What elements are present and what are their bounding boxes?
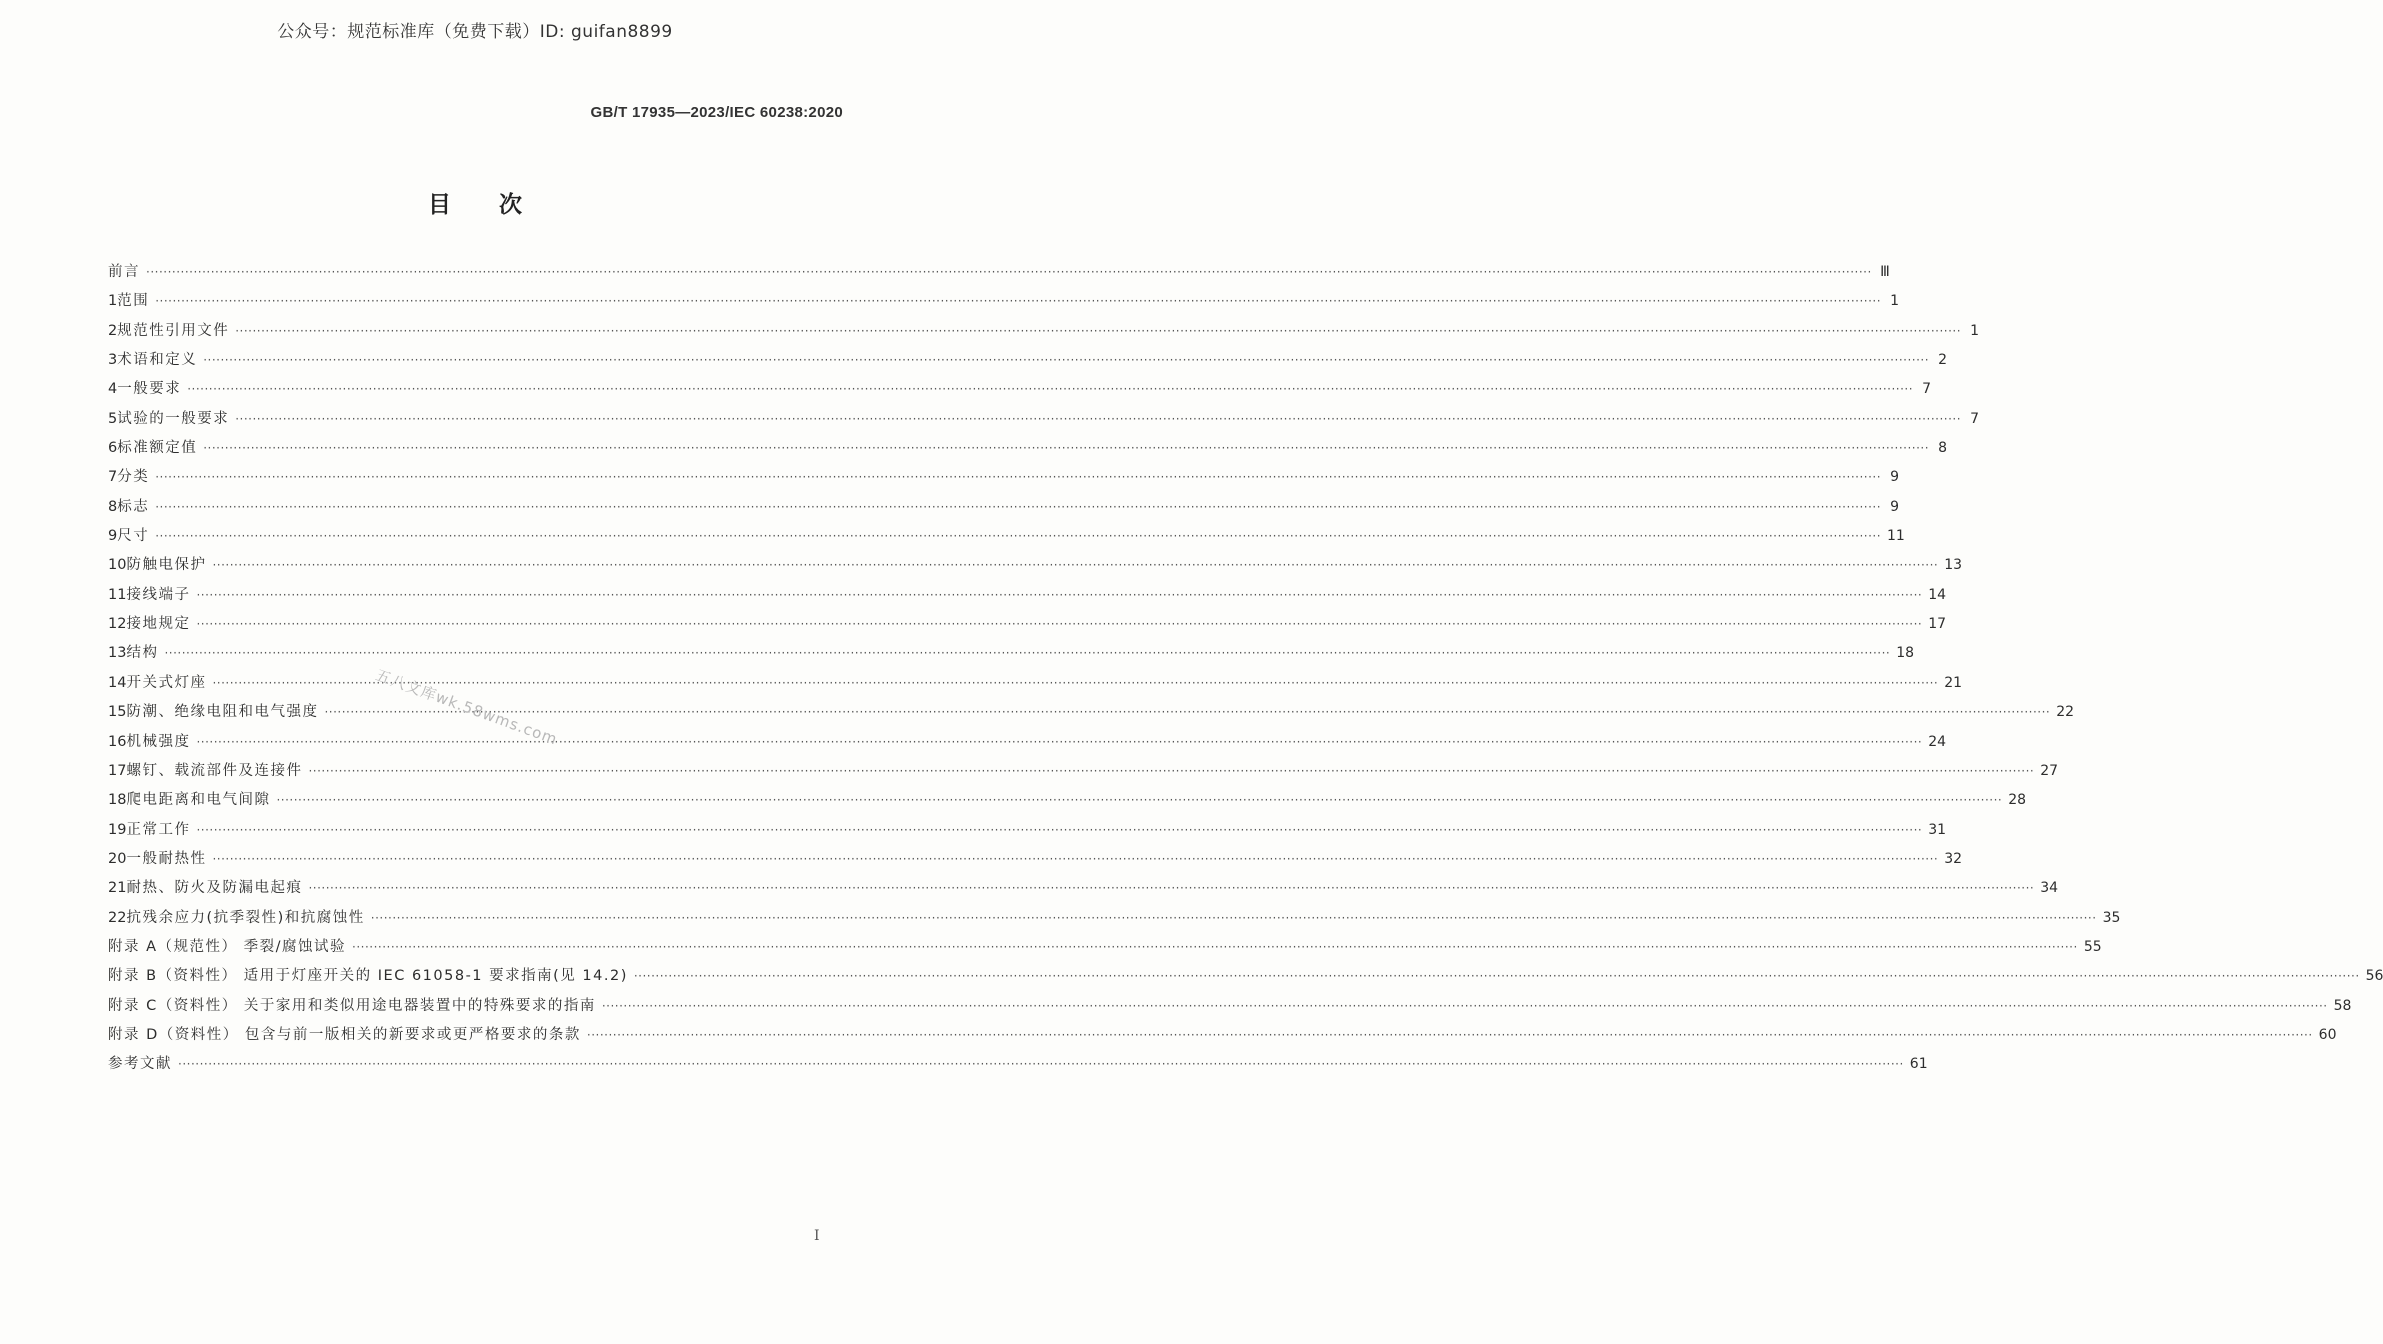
toc-entry-page: 17 bbox=[1928, 616, 1947, 633]
toc-entry[interactable] bbox=[108, 935, 2102, 964]
toc-entry-label: 接地规定 bbox=[126, 616, 191, 633]
toc-entry[interactable] bbox=[108, 906, 2121, 935]
toc-entry-number: 2 bbox=[108, 322, 118, 339]
toc-entry-page: 7 bbox=[1922, 381, 1932, 398]
dot-leader: ················································································································································································································································································································································································································ bbox=[586, 1027, 2313, 1042]
toc-entry-page: 9 bbox=[1890, 469, 1900, 486]
toc-entry-label: 规范性引用文件 bbox=[117, 322, 230, 339]
toc-entry[interactable] bbox=[108, 553, 1963, 582]
toc-entry-page: 7 bbox=[1970, 410, 1980, 427]
toc-entry-number: 4 bbox=[108, 381, 118, 398]
toc-entry[interactable] bbox=[108, 759, 2059, 788]
toc-entry-label: 结构 bbox=[126, 645, 159, 662]
toc-entry[interactable] bbox=[108, 407, 1980, 436]
toc-entry[interactable] bbox=[108, 495, 1900, 524]
toc-entry-label: 爬电距离和电气间隙 bbox=[126, 792, 271, 809]
dot-leader: ················································································································································································································································································································································································································ bbox=[164, 646, 1891, 661]
dot-leader: ················································································································································································································································································································································································································ bbox=[155, 294, 1882, 309]
toc-entry-number: 11 bbox=[108, 586, 127, 603]
toc-entry-page: 60 bbox=[2318, 1026, 2337, 1043]
toc-entry-label: 尺寸 bbox=[117, 528, 150, 545]
toc-entry-label: 一般耐热性 bbox=[126, 850, 207, 867]
toc-entry-page: 14 bbox=[1928, 586, 1947, 603]
dot-leader: ················································································································································································································································································································································································································ bbox=[203, 441, 1930, 456]
toc-entry[interactable] bbox=[108, 583, 1947, 612]
toc-entry-label: 耐热、防火及防漏电起痕 bbox=[126, 880, 303, 897]
toc-entry-page: 56 bbox=[2365, 968, 2383, 985]
toc-entry-page: 24 bbox=[1928, 733, 1947, 750]
toc-entry-page: 55 bbox=[2083, 938, 2102, 955]
toc-entry-label: 附录 A（规范性） 季裂/腐蚀试验 bbox=[108, 938, 347, 955]
toc-entry-number: 10 bbox=[108, 557, 127, 574]
toc-entry-label: 标准额定值 bbox=[117, 440, 198, 457]
toc-entry-page: 9 bbox=[1890, 498, 1900, 515]
page-title: 目次 bbox=[428, 192, 570, 218]
page-number: I bbox=[814, 1228, 820, 1244]
toc-entry-number: 1 bbox=[108, 293, 118, 310]
toc-entry[interactable] bbox=[108, 818, 1947, 847]
toc-entry-number: 17 bbox=[108, 762, 127, 779]
toc-entry-number: 15 bbox=[108, 704, 127, 721]
toc-entry-page: 34 bbox=[2040, 880, 2059, 897]
dot-leader: ················································································································································································································································································································································································································ bbox=[203, 353, 1930, 368]
toc-entry-number: 8 bbox=[108, 498, 118, 515]
dot-leader: ················································································································································································································································································································································································································ bbox=[324, 705, 2051, 720]
toc-entry[interactable] bbox=[108, 641, 1915, 670]
toc-entry-label: 开关式灯座 bbox=[126, 674, 207, 691]
toc-entry-number: 21 bbox=[108, 880, 127, 897]
toc-entry-label: 防潮、绝缘电阻和电气强度 bbox=[126, 704, 319, 721]
toc-entry-page: 32 bbox=[1944, 850, 1963, 867]
toc-entry[interactable] bbox=[108, 876, 2059, 905]
toc-entry-label: 一般要求 bbox=[117, 381, 182, 398]
toc-entry-label: 前言 bbox=[108, 264, 140, 280]
toc-entry-label: 分类 bbox=[117, 469, 150, 486]
dot-leader: ················································································································································································································································································································································································································ bbox=[601, 998, 2328, 1013]
dot-leader: ················································································································································································································································································································································································································ bbox=[155, 470, 1882, 485]
toc-entry-number: 7 bbox=[108, 469, 118, 486]
toc-entry-page: 11 bbox=[1887, 528, 1905, 545]
toc-entry[interactable] bbox=[108, 377, 1932, 406]
toc-entry-label: 正常工作 bbox=[126, 821, 191, 838]
toc-entry-label: 机械强度 bbox=[126, 733, 191, 750]
toc-entry[interactable] bbox=[108, 465, 1900, 494]
dot-leader: ················································································································································································································································································································································································································ bbox=[187, 382, 1914, 397]
dot-leader: ················································································································································································································································································································································································································ bbox=[370, 910, 2097, 925]
toc-entry-page: 28 bbox=[2008, 792, 2027, 809]
table-of-contents bbox=[108, 260, 2383, 1082]
toc-entry[interactable] bbox=[108, 524, 1905, 553]
toc-entry-number: 20 bbox=[108, 850, 127, 867]
dot-leader: ················································································································································································································································································································································································································ bbox=[212, 558, 1939, 573]
toc-entry-page: 18 bbox=[1896, 645, 1915, 662]
toc-entry[interactable] bbox=[108, 436, 1948, 465]
toc-entry-label: 接线端子 bbox=[126, 586, 191, 603]
toc-entry-number: 3 bbox=[108, 352, 118, 369]
toc-entry-label: 术语和定义 bbox=[117, 352, 198, 369]
toc-entry-number: 9 bbox=[108, 528, 118, 545]
toc-entry-label: 附录 D（资料性） 包含与前一版相关的新要求或更严格要求的条款 bbox=[108, 1026, 581, 1043]
toc-entry[interactable] bbox=[108, 1052, 1928, 1081]
dot-leader: ················································································································································································································································································································································································································ bbox=[276, 793, 2003, 808]
dot-leader: ················································································································································································································································································································································································································ bbox=[196, 734, 1923, 749]
dot-leader: ················································································································································································································································································································································································································ bbox=[633, 969, 2360, 984]
toc-entry[interactable] bbox=[108, 319, 1980, 348]
dot-leader: ················································································································································································································································································································································································································ bbox=[196, 587, 1923, 602]
toc-entry[interactable] bbox=[108, 348, 1948, 377]
toc-entry-page: 27 bbox=[2040, 762, 2059, 779]
standard-number: GB/T 17935—2023/IEC 60238:2020 bbox=[590, 104, 843, 121]
toc-entry-number: 6 bbox=[108, 440, 118, 457]
dot-leader: ················································································································································································································································································································································································································ bbox=[178, 1057, 1904, 1072]
toc-entry-label: 范围 bbox=[117, 293, 150, 310]
toc-entry-number: 12 bbox=[108, 616, 127, 633]
toc-entry-number: 16 bbox=[108, 733, 127, 750]
dot-leader: ················································································································································································································································································································································································································ bbox=[352, 939, 2078, 954]
toc-entry-label: 附录 B（资料性） 适用于灯座开关的 IEC 61058-1 要求指南(见 14.2) bbox=[108, 968, 628, 985]
toc-entry-page: 2 bbox=[1938, 352, 1948, 369]
toc-entry-page: 13 bbox=[1944, 557, 1963, 574]
toc-entry[interactable] bbox=[108, 730, 1947, 759]
dot-leader: ················································································································································································································································································································································································································ bbox=[146, 265, 1872, 279]
toc-entry[interactable] bbox=[108, 964, 2383, 993]
toc-entry-page: 58 bbox=[2333, 997, 2352, 1014]
watermark-text: 五八文库wk.58wms.com bbox=[373, 665, 561, 749]
toc-entry[interactable] bbox=[108, 260, 1890, 289]
dot-leader: ················································································································································································································································································································································································································ bbox=[235, 411, 1962, 426]
toc-entry[interactable] bbox=[108, 289, 1900, 318]
toc-entry-label: 螺钉、载流部件及连接件 bbox=[126, 762, 303, 779]
toc-entry-page: 8 bbox=[1938, 440, 1948, 457]
toc-entry-number: 22 bbox=[108, 909, 127, 926]
dot-leader: ················································································································································································································································································································································································································ bbox=[308, 881, 2035, 896]
toc-entry-label: 抗残余应力(抗季裂性)和抗腐蚀性 bbox=[126, 909, 365, 926]
toc-entry-page: 22 bbox=[2056, 704, 2075, 721]
top-banner: 公众号：规范标准库（免费下载）ID: guifan8899 bbox=[277, 22, 673, 42]
dot-leader: ················································································································································································································································································································································································································ bbox=[155, 529, 1882, 544]
toc-entry[interactable] bbox=[108, 847, 1963, 876]
toc-entry-page: 1 bbox=[1970, 322, 1980, 339]
toc-entry-label: 试验的一般要求 bbox=[117, 410, 230, 427]
dot-leader: ················································································································································································································································································································································································································ bbox=[196, 617, 1923, 632]
toc-entry-number: 19 bbox=[108, 821, 127, 838]
toc-entry[interactable] bbox=[108, 612, 1947, 641]
toc-entry-page: Ⅲ bbox=[1880, 264, 1890, 280]
toc-entry[interactable] bbox=[108, 994, 2352, 1023]
dot-leader: ················································································································································································································································································································································································································ bbox=[212, 675, 1939, 690]
toc-entry-number: 18 bbox=[108, 792, 127, 809]
toc-entry-page: 21 bbox=[1944, 674, 1963, 691]
dot-leader: ················································································································································································································································································································································································································ bbox=[196, 822, 1923, 837]
toc-entry-page: 31 bbox=[1928, 821, 1947, 838]
dot-leader: ················································································································································································································································································································································································································ bbox=[308, 763, 2035, 778]
toc-entry-page: 61 bbox=[1909, 1056, 1928, 1073]
toc-entry[interactable] bbox=[108, 671, 1963, 700]
toc-entry-page: 1 bbox=[1890, 293, 1900, 310]
toc-entry[interactable] bbox=[108, 788, 2027, 817]
toc-entry-label: 标志 bbox=[117, 498, 150, 515]
toc-entry-label: 附录 C（资料性） 关于家用和类似用途电器装置中的特殊要求的指南 bbox=[108, 997, 596, 1014]
toc-entry-label: 参考文献 bbox=[108, 1056, 172, 1073]
dot-leader: ················································································································································································································································································································································································································ bbox=[212, 851, 1939, 866]
toc-entry-label: 防触电保护 bbox=[126, 557, 207, 574]
dot-leader: ················································································································································································································································································································································································································ bbox=[235, 323, 1962, 338]
toc-entry-number: 5 bbox=[108, 410, 118, 427]
toc-entry[interactable] bbox=[108, 1023, 2337, 1052]
toc-entry-number: 13 bbox=[108, 645, 127, 662]
dot-leader: ················································································································································································································································································································································································································ bbox=[155, 499, 1882, 514]
toc-entry-page: 35 bbox=[2102, 909, 2121, 926]
toc-entry-number: 14 bbox=[108, 674, 127, 691]
